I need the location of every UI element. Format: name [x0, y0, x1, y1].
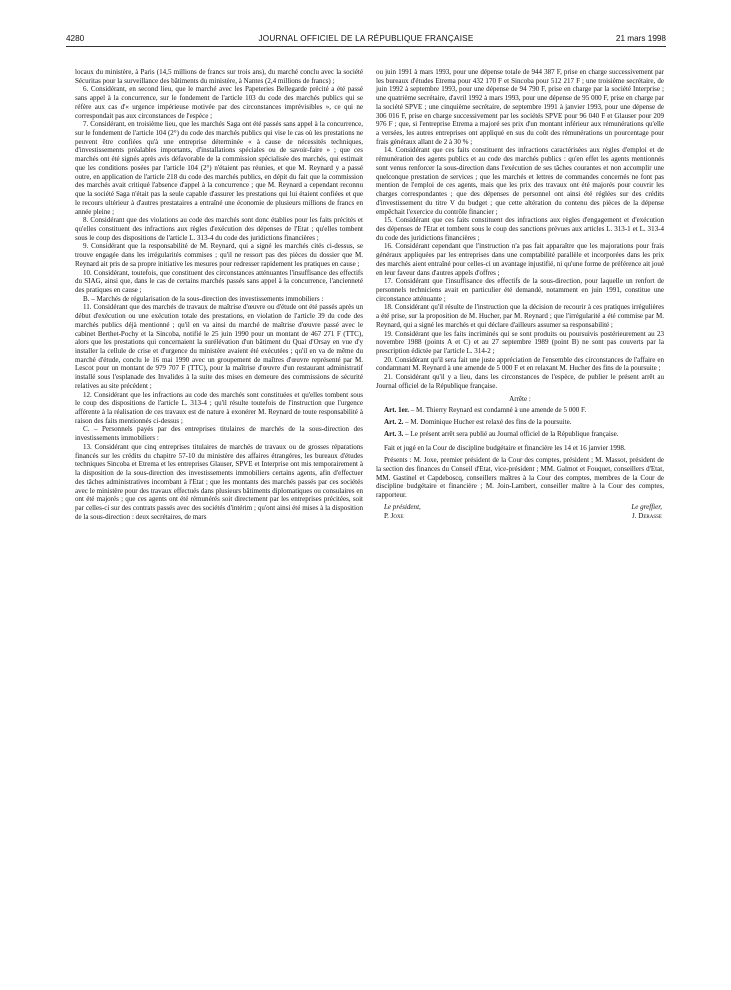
article-label: Art. 2. [384, 418, 404, 427]
left-column-paragraph: locaux du ministère, à Paris (14,5 millions de francs sur trois ans), du marché conclu avec la société Sécuritas pour la surveillance des bâtiments du ministère, à Nantes (2,4 millions de francs) ; [75, 68, 363, 85]
page-number: 4280 [66, 34, 85, 43]
president-name: P. Joxe [384, 511, 404, 520]
arrete-articles [376, 406, 664, 441]
clerk-title: Le greffier, [631, 502, 662, 511]
right-column-paragraph: 15. Considérant que ces faits constituent des infractions aux règles d'engagement et d'exécution des dépenses de l'Etat et tombent sous le coup des sanctions prévues aux articles L. 313-1 et L. 313-4 du code des juridictions financières ; [376, 216, 664, 242]
right-paragraphs [376, 68, 664, 391]
left-column-paragraph: B. – Marchés de régularisation de la sous-direction des investissements immobiliers : [83, 294, 324, 303]
right-column-paragraph: ou juin 1991 à mars 1993, pour une dépense totale de 944 387 F, prise en charge successivement par les bureaux d'études Etrema pour 432 170 F et Sincoba pour 512 217 F ; une troisième secrétaire, de juin 1992 à septembre 1993, pour une dépense de 94 790 F, prise en charge par la société Interprise ; une quatrième secrétaire, d'avril 1992 à mars 1993, pour une dépense de 95 000 F, prise en charge par la société SPVE ; une cinquième secrétaire, de septembre 1991 à janvier 1993, pour une dépense de 306 016 F, prise en charge successivement par les sociétés SPVE pour 96 040 F et Glauser pour 209 976 F ; que, si l'entreprise Etrema a majoré ses prix d'un montant inférieur aux rémunérations qu'elle a versées, les autres entreprises ont appliqué en sus du coût des rémunérations un pourcentage pour frais généraux allant de 2 à 30 % ; [376, 68, 664, 146]
left-column-paragraph: C. – Personnels payés par des entreprises titulaires de marchés de la sous-direction des investissements immobiliers : [75, 425, 363, 443]
journal-title: JOURNAL OFFICIEL DE LA RÉPUBLIQUE FRANÇAISE [258, 34, 474, 43]
arrete-article [376, 418, 664, 427]
signature-titles [376, 503, 664, 512]
left-column-paragraph: 8. Considérant que des violations au code des marchés sont donc établies pour les faits précités et qu'elles constituent des infractions aux règles d'exécution des dépenses de l'Etat ; qu'elles tombent sous le coup des dispositions de l'article L. 313-4 du code des juridictions financières ; [75, 216, 363, 242]
issue-date: 21 mars 1998 [615, 34, 666, 43]
arrete-article [376, 406, 664, 415]
arrete-article [376, 430, 664, 439]
closing-paragraph: Fait et jugé en la Cour de discipline budgétaire et financière les 14 et 16 janvier 1998. [384, 444, 626, 453]
right-column-paragraph: 16. Considérant cependant que l'instruction n'a pas fait apparaître que les majorations pour frais généraux appliquées par les entreprises dans une comptabilité parallèle et incorporées dans les prix des marchés aient entraîné pour celles-ci un avantage injustifié, ni qu'une forme de préférence ait joué en leur faveur dans d'autres appels d'offres ; [376, 242, 664, 277]
left-column-paragraph: 11. Considérant que des marchés de travaux de maîtrise d'œuvre ou d'étude ont été passés après un début d'exécution ou une exécution totale des prestations, en violation de l'article 39 du code des marchés publics déjà mentionné ; qu'il en va ainsi du marché de maîtrise d'œuvre passé avec le cabinet Berthet-Pochy et la Sincoba, notifié le 25 juin 1990 pour un montant de 467 271 F (TTC), alors que les prestations qui concernaient la surélévation d'un bâtiment du Quai d'Orsay en vue d'y installer la cellule de crise et d'urgence du ministère avaient été exécutées ; qu'il en va de même du marché d'étude, conclu le 16 mai 1990 avec un groupement de maîtres d'œuvre représenté par M. Lescot pour un montant de 979 707 F (TTC), pour la maîtrise d'œuvre d'un restaurant administratif installé sous l'esplanade des Invalides à la suite des mises en demeure des commissions de sécurité relatives au site précédent ; [75, 303, 363, 390]
closing-paragraphs [376, 444, 664, 502]
right-column-paragraph: 18. Considérant qu'il résulte de l'instruction que la décision de recourir à ces pratiques irrégulières a été prise, sur la proposition de M. Hucher, par M. Reynard ; que l'irrégularité a été commise par M. Reynard, qui a signé les marchés et qui déclare d'ailleurs assumer sa responsabilité ; [376, 303, 664, 329]
right-column [376, 68, 664, 521]
left-column [75, 68, 363, 521]
signature-names [376, 512, 664, 521]
clerk-name: J. Derasse [632, 511, 662, 520]
left-column-paragraph: 10. Considérant, toutefois, que constituent des circonstances atténuantes l'insuffisance des effectifs du SIAG, ainsi que, dans le cas de certains marchés passés sans appel à la concurrence, l'ancienneté des pratiques en cause ; [75, 268, 363, 294]
left-column-paragraph: 13. Considérant que cinq entreprises titulaires de marchés de travaux ou de grosses réparations financés sur les crédits du chapitre 57-10 du ministère des affaires étrangères, les bureaux d'études techniques Sincoba et Etrema et les entreprises Glauser, SPVE et Interprise ont mis temporairement à la disposition de la sous-direction des investissements immobiliers certains agents, afin d'effectuer des tâches administratives incombant à l'Etat ; que les montants des marchés passés par ces sociétés avec le ministère pour des travaux effectués dans plusieurs bâtiments diplomatiques ou consulaires en ont été majorés ; que ces agents ont été rémunérés soit directement par les entreprises précitées, soit par celles-ci sur des contrats passés avec des sociétés d'intérim ; qu'ont ainsi été mises à la disposition de la sous-direction : deux secrétaires, de mars [75, 442, 363, 521]
article-label: Art. 3. [384, 429, 404, 438]
right-column-paragraph: 14. Considérant que ces faits constituent des infractions caractérisées aux règles d'emploi et de rémunération des agents publics et au code des marchés publics : qu'en effet les agents mentionnés sont venus renforcer la sous-direction dans l'exécution de ses tâches courantes et non accomplir une quelconque prestation de services ; que les marchés et lettres de commandes concernés ne font pas mention de l'emploi de ces agents, mais que les prix des travaux ont été majorés pour couvrir les charges correspondantes ; que des dépenses de personnel ont ainsi été réglées sur des crédits d'investissement du titre V du budget ; que cette altération du contenu des pièces de la dépense empêchait l'exercice du contrôle financier ; [376, 146, 664, 216]
right-column-paragraph: 19. Considérant que les faits incriminés qui se sont produits ou poursuivis postérieurement au 23 novembre 1988 (points A et C) et au 27 septembre 1989 (point B) ne sont pas couverts par la prescription édictée par l'article L. 314-2 ; [376, 329, 664, 355]
president-title: Le président, [384, 502, 421, 511]
left-column-paragraph: 6. Considérant, en second lieu, que le marché avec les Papeteries Bellegarde précité a été passé sans appel à la concurrence, sur le fondement de l'article 103 du code des marchés publics qui se réfère aux cas d'« urgence impérieuse motivée par des circonstances imprévisibles », ce qui ne correspondait pas aux circonstances de l'espèce ; [75, 85, 363, 120]
left-column-paragraph: 9. Considérant que la responsabilité de M. Reynard, qui a signé les marchés cités ci-dessus, se trouve engagée dans les irrégularités commises ; qu'il ne ressort pas des pièces du dossier que M. Reynard ait pris de sa propre initiative les mesures pour redresser rapidement les pratiques en cause ; [75, 242, 363, 268]
left-column-paragraph: 7. Considérant, en troisième lieu, que les marchés Saga ont été passés sans appel à la concurrence, sur le fondement de l'article 104 (2°) du code des marchés publics qui vise le cas où les prestations ne peuvent être confiées qu'à une entreprise déterminée « à cause de nécessités techniques, d'investissements préalables importants, d'installations spéciales ou de savoir-faire » ; que ces marchés ont été signés après avis défavorable de la commission spécialisée des marchés, qui estimait que les conditions posées par l'article 104 (2°) n'étaient pas réunies, et que M. Reynard y a passé outre, en application de l'article 218 du code des marchés publics, en dépit du fait que la commission des marchés avait critiqué l'absence d'appel à la concurrence ; que M. Reynard a cependant reconnu que la société Saga n'était pas la seule capable d'assurer les prestations qui lui étaient confiées et que le recours ultérieur à d'autres prestataires a entraîné une économie de plusieurs millions de francs en année pleine ; [75, 120, 363, 216]
arrete-heading: Arrête : [509, 394, 531, 403]
article-label: Art. 1er. [384, 406, 409, 415]
right-column-paragraph: 21. Considérant qu'il y a lieu, dans les circonstances de l'espèce, de publier le présent arrêt au Journal officiel de la République française. [376, 373, 664, 390]
right-column-paragraph: 17. Considérant que l'insuffisance des effectifs de la sous-direction, pour laquelle un renfort de personnels techniciens avait en particulier été demandé, notamment en juin 1991, constitue une circonstance atténuante ; [376, 277, 664, 303]
right-column-paragraph: 20. Considérant qu'il sera fait une juste appréciation de l'ensemble des circonstances de l'affaire en condamnant M. Reynard à une amende de 5 000 F et en relaxant M. Hucher des fins de la poursuite ; [376, 355, 664, 373]
left-column-paragraph: 12. Considérant que les infractions au code des marchés sont constituées et qu'elles tombent sous le coup des dispositions de l'article L. 313-4 ; qu'il résulte toutefois de l'instruction que l'urgence afférente à la réalisation de ces travaux est de nature à exonérer M. Reynard de toute responsabilité à raison des faits mentionnés ci-dessus ; [75, 390, 363, 425]
article-text: – Le présent arrêt sera publié au Journal officiel de la République française. [403, 429, 619, 438]
article-text: – M. Thierry Reynard est condamné à une amende de 5 000 F. [408, 406, 587, 415]
closing-paragraph: Présents : M. Joxe, premier président de la Cour des comptes, président ; M. Massot, président de la section des finances du Conseil d'Etat, vice-président ; MM. Galmot et Fouquet, conseillers d'Etat, MM. Gastinel et Capdeboscq, conseillers maîtres à la Cour des comptes, membres de la Cour de discipline budgétaire et financière ; M. Join-Lambert, conseiller maître à la Cour des comptes, rapporteur. [376, 456, 664, 500]
header-rule [66, 46, 666, 47]
article-text: – M. Dominique Hucher est relaxé des fins de la poursuite. [403, 418, 572, 427]
